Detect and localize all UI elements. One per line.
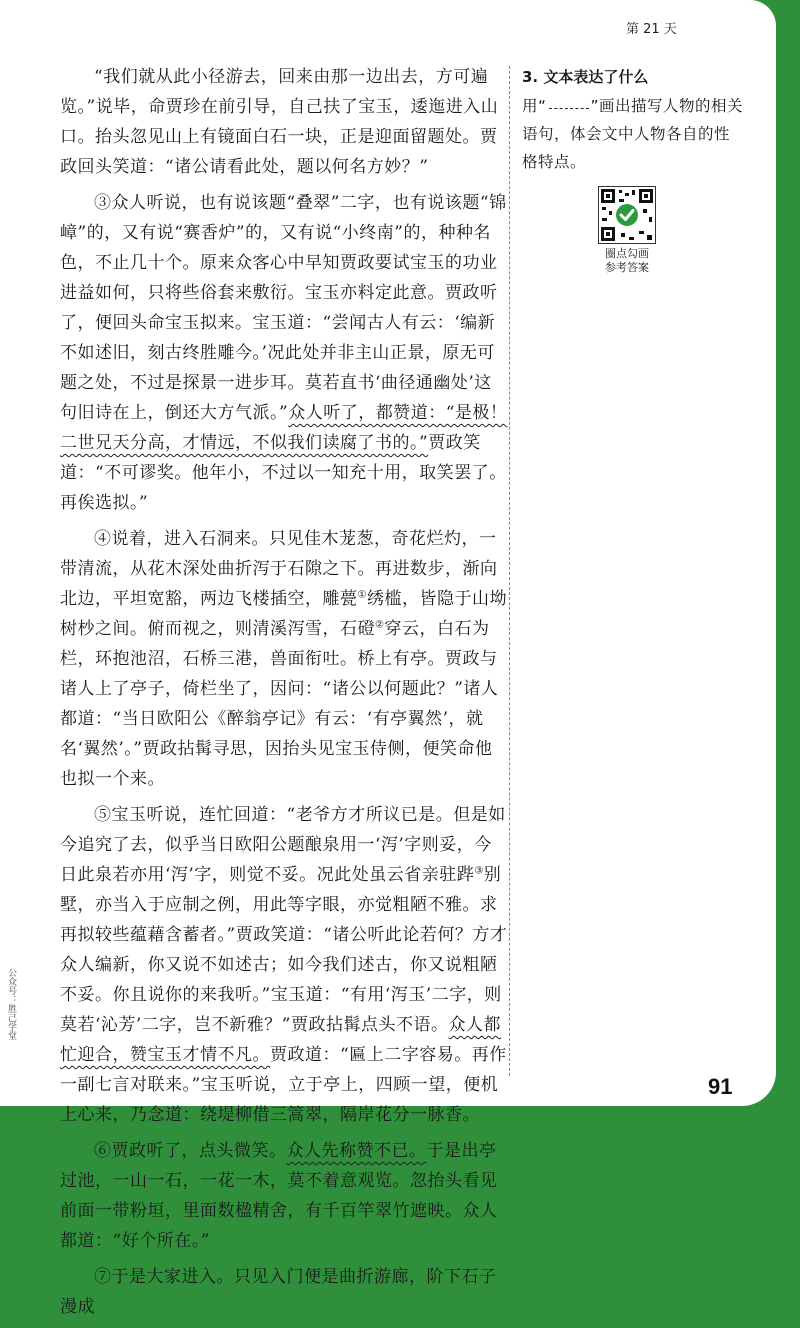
- footnote-marker: ③: [474, 865, 484, 877]
- qr-caption: [590, 247, 664, 275]
- qr-code-icon[interactable]: [598, 186, 656, 244]
- paragraph-text: 贾政笑道：“不可谬奖。他年小，不过以一知充十用，取笑罢了。再俟选拟。”: [60, 433, 507, 513]
- margin-note: 公众号：胜己学堂: [2, 968, 16, 1040]
- paragraph-text: 贾政道：“匾上二字容易。再作一副七言对联来。”宝玉听说，立于亭上，四顾一望，便机上心来，乃念道：绕堤柳借三篙翠，隔岸花分一脉香。: [60, 1045, 507, 1125]
- footnote-marker: ①: [357, 589, 367, 601]
- qr-code-graphic: [599, 187, 655, 243]
- paragraph-text: ③众人听说，也有说该题“叠翠”二字，也有说该题“锦嶂”的，又有说“赛香炉”的，又有说“小终南”的，种种名色，不止几十个。原来众客心中早知贾政要试宝玉的功业进益如何，只将些俗套来敷衍。宝玉亦料定此意。贾政听了，便回头命宝玉拟来。宝玉道：“尝闻古人有云：‘编新不如述旧，刻古终胜雕今。’况此处并非主山正景，原无可题之处，不过是探景一进步耳。莫若直书‘曲径通幽处’这句旧诗在上，倒还大方气派。”: [60, 193, 507, 423]
- paragraph-text: 于是出亭过池，一山一石，一花一木，莫不着意观览。忽抬头看见前面一带粉垣，里面数楹精舍，有千百竿翠竹遮映。众人都道：“好个所在。”: [60, 1141, 498, 1251]
- paragraph-intro: [60, 62, 508, 182]
- reading-passage: [60, 62, 508, 1328]
- paragraph-text: 绣槛，皆隐于山坳树杪之间。俯而视之，则清溪泻雪，石磴: [60, 589, 507, 639]
- paragraph-text: ④说着，进入石洞来。只见佳木茏葱，奇花烂灼，一带清流，从花木深处曲折泻于石隙之下。再进数步，渐向北边，平坦宽豁，两边飞楼插空，雕甍: [60, 529, 498, 609]
- paragraph-6: [60, 1136, 508, 1256]
- qr-caption-line: 参考答案: [605, 261, 649, 274]
- day-label: 第 21 天: [626, 22, 677, 37]
- paragraph-text: ⑦于是大家进入。只见入门便是曲折游廊，阶下石子漫成: [60, 1267, 497, 1317]
- paragraph-5: [60, 800, 508, 1130]
- page-number: 91: [708, 1074, 733, 1099]
- underlined-phrase: 众人都忙迎合，赞宝玉才情不凡。: [60, 1015, 501, 1065]
- wavy-line-symbol: [549, 108, 589, 109]
- paragraph-text: 别墅，亦当入于应制之例，用此等字眼，亦觉粗陋不雅。求再拟较些蕴藉含蓄者。”贾政笑道：“诸公听此论若何？方才众人编新，你又说不如述古；如今我们述古，你又说粗陋不妥。你且说你的来我听。”宝玉道：“有用‘泻玉’二字，则莫若‘沁芳’二字，岂不新雅？”贾政拈髯点头不语。: [60, 865, 508, 1035]
- question-text: 用“: [522, 97, 547, 115]
- paragraph-4: [60, 524, 508, 794]
- qr-caption-line: 圈点勾画: [605, 247, 649, 260]
- paragraph-text: ⑥贾政听了，点头微笑。: [94, 1141, 287, 1161]
- paragraph-3: [60, 188, 508, 518]
- underlined-phrase: 众人听了，都赞道：“是极！二世兄天分高，才情远，不似我们读腐了书的。”: [60, 403, 508, 453]
- column-divider: [509, 66, 510, 1076]
- question-body: [522, 92, 744, 176]
- paragraph-text: “我们就从此小径游去，回来由那一边出去，方可遍览。”说毕，命贾珍在前引导，自己扶了宝玉，逶迤进入山口。抬头忽见山上有镜面白石一块，正是迎面留题处。贾政回头笑道：“诸公请看此处，题以何名方妙？”: [60, 67, 499, 177]
- question-text: ”画出描写人物的相关语句，体会文中人物各自的性格特点。: [522, 97, 744, 171]
- paragraph-7: [60, 1262, 508, 1322]
- qr-block[interactable]: [596, 186, 658, 275]
- footnote-marker: ②: [375, 619, 385, 631]
- annotation-sidebar: [522, 66, 744, 275]
- question-title: 3. 文本表达了什么: [522, 68, 649, 86]
- paragraph-text: 穿云，白石为栏，环抱池沼，石桥三港，兽面衔吐。桥上有亭。贾政与诸人上了亭子，倚栏坐了，因问：“诸公以何题此？”诸人都道：“当日欧阳公《醉翁亭记》有云：‘有亭翼然’，就名‘翼然’。”贾政拈髯寻思，因抬头见宝玉侍侧，便笑命他也拟一个来。: [60, 619, 499, 789]
- paragraph-text: ⑤宝玉听说，连忙回道：“老爷方才所议已是。但是如今追究了去，似乎当日欧阳公题酿泉用一‘泻’字则妥，今日此泉若亦用‘泻’字，则觉不妥。况此处虽云省亲驻跸: [60, 805, 506, 885]
- underlined-phrase: 众人先称赞不已。: [286, 1141, 427, 1161]
